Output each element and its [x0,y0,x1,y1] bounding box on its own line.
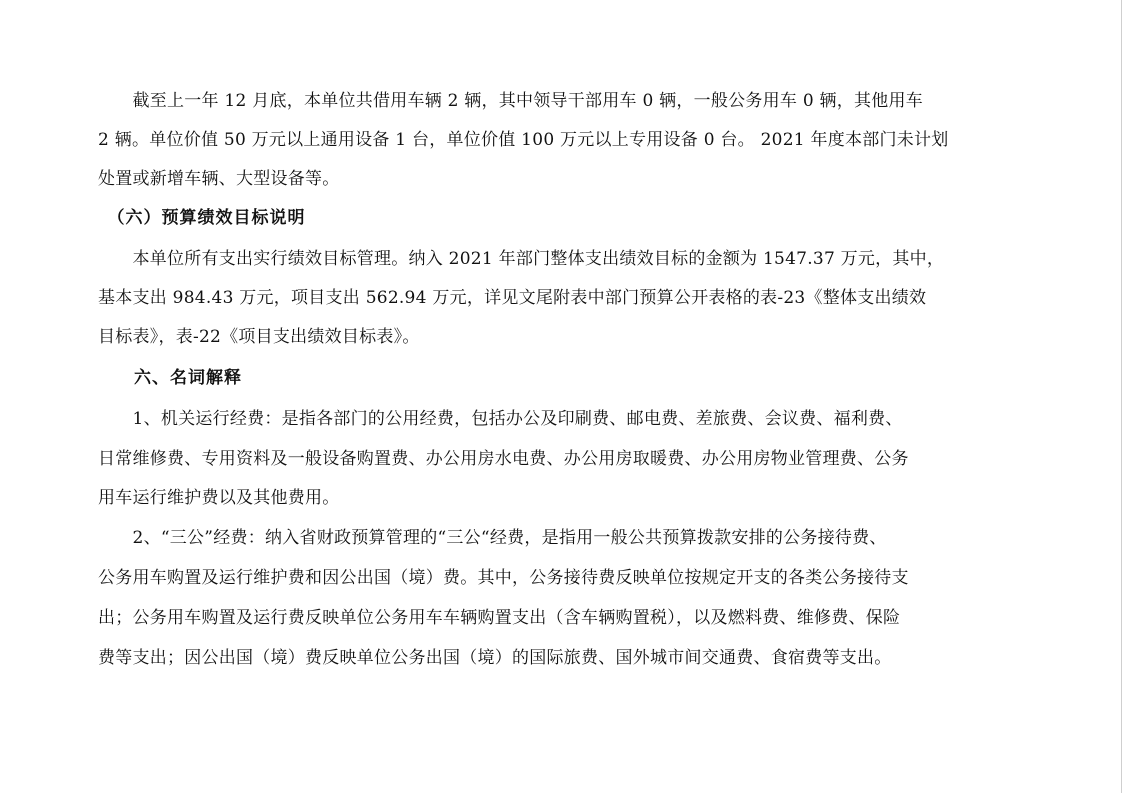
term1-line-1: 1、机关运行经费：是指各部门的公用经费，包括办公及印刷费、邮电费、差旅费、会议费、福利费、 [98,409,903,429]
term2-line-2: 公务用车购置及运行维护费和因公出国（境）费。其中，公务接待费反映单位按规定开支的各类公务接待支 [98,568,909,588]
terms-section-heading: 六、名词解释 [98,368,242,388]
vehicles-paragraph-line-2: 2 辆。单位价值 50 万元以上通用设备 1 台，单位价值 100 万元以上专用设备 0 台。 2021 年度本部门未计划 [98,130,949,150]
term2-line-1: 2、“三公”经费：纳入省财政预算管理的“三公“经费，是指用一般公共预算拨款安排的公务接待费、 [98,528,887,548]
term1-line-3: 用车运行维护费以及其他费用。 [98,488,340,508]
performance-paragraph-line-2: 基本支出 984.43 万元，项目支出 562.94 万元，详见文尾附表中部门预算公开表格的表-23《整体支出绩效 [98,288,927,308]
performance-section-heading: （六）预算绩效目标说明 [98,208,306,228]
term2-line-4: 费等支出；因公出国（境）费反映单位公务出国（境）的国际旅费、国外城市间交通费、食宿费等支出。 [98,648,892,668]
vehicles-paragraph-line-3: 处置或新增车辆、大型设备等。 [98,169,340,189]
term1-line-2: 日常维修费、专用资料及一般设备购置费、办公用房水电费、办公用房取暖费、办公用房物业管理费、公务 [98,449,909,469]
term2-line-3: 出；公务用车购置及运行费反映单位公务用车车辆购置支出（含车辆购置税），以及燃料费、维修费、保险 [98,608,901,628]
vehicles-paragraph-line-1: 截至上一年 12 月底，本单位共借用车辆 2 辆，其中领导干部用车 0 辆，一般公务用车 0 辆，其他用车 [98,91,924,111]
performance-paragraph-line-1: 本单位所有支出实行绩效目标管理。纳入 2021 年部门整体支出绩效目标的金额为 1547.37 万元，其中， [98,249,945,269]
performance-paragraph-line-3: 目标表》，表-22《项目支出绩效目标表》。 [98,327,420,347]
